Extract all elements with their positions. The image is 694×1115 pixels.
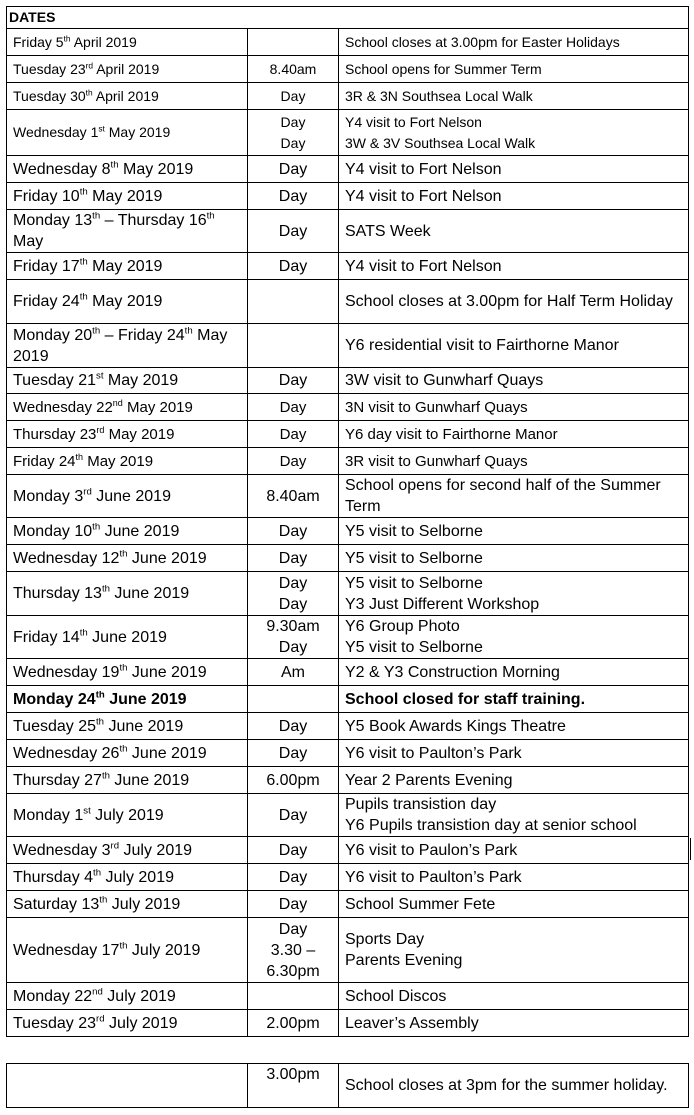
time-cell: Day <box>248 421 339 448</box>
date-cell: Tuesday 23rd April 2019 <box>7 56 248 83</box>
time-cell: Day <box>248 210 339 253</box>
table-row <box>7 394 689 421</box>
event-cell: Pupils transistion day Y6 Pupils transistion day at senior school <box>339 794 689 837</box>
time-cell: Day <box>248 183 339 210</box>
time-cell <box>248 983 339 1010</box>
date-cell: Wednesday 19th June 2019 <box>7 659 248 686</box>
table-row <box>7 183 689 210</box>
table-row <box>7 837 689 864</box>
table-row <box>7 110 689 156</box>
time-cell: Day <box>248 448 339 475</box>
table-header: DATES <box>7 7 689 29</box>
event-cell: Y5 Book Awards Kings Theatre <box>339 713 689 740</box>
date-cell: Monday 24th June 2019 <box>7 686 248 713</box>
table-row <box>7 280 689 324</box>
event-cell: Y4 visit to Fort Nelson <box>339 253 689 280</box>
date-cell: Monday 22nd July 2019 <box>7 983 248 1010</box>
date-cell: Tuesday 21st May 2019 <box>7 368 248 394</box>
date-cell: Monday 10th June 2019 <box>7 518 248 545</box>
time-cell: 3.00pm <box>248 1064 339 1108</box>
time-cell: 2.00pm <box>248 1010 339 1037</box>
table-row <box>7 448 689 475</box>
date-cell: Wednesday 1st May 2019 <box>7 110 248 156</box>
time-cell: 8.40am <box>248 56 339 83</box>
time-cell: Day <box>248 864 339 891</box>
date-cell: Monday 1st July 2019 <box>7 794 248 837</box>
event-cell: School opens for second half of the Summer Term <box>339 475 689 518</box>
time-cell: Day <box>248 83 339 110</box>
table-row <box>7 864 689 891</box>
table-row <box>7 421 689 448</box>
table-row <box>7 1064 689 1108</box>
event-cell: School closes at 3.00pm for Easter Holidays <box>339 29 689 56</box>
time-cell: Day <box>248 713 339 740</box>
date-cell: Friday 14th June 2019 <box>7 616 248 659</box>
event-cell: 3N visit to Gunwharf Quays <box>339 394 689 421</box>
time-cell: Day <box>248 740 339 767</box>
date-cell: Wednesday 3rd July 2019 <box>7 837 248 864</box>
date-cell: Thursday 13th June 2019 <box>7 572 248 616</box>
table-row <box>7 686 689 713</box>
time-cell: Day <box>248 368 339 394</box>
date-cell: Tuesday 30th April 2019 <box>7 83 248 110</box>
table-header-row <box>7 7 689 29</box>
table-row <box>7 324 689 368</box>
event-cell: Sports Day Parents Evening <box>339 918 689 983</box>
event-cell: 3W visit to Gunwharf Quays <box>339 368 689 394</box>
date-cell: Thursday 23rd May 2019 <box>7 421 248 448</box>
table-row <box>7 713 689 740</box>
time-cell: Day Day <box>248 110 339 156</box>
date-cell: Wednesday 17th July 2019 <box>7 918 248 983</box>
date-cell: Friday 24th May 2019 <box>7 280 248 324</box>
table-row <box>7 83 689 110</box>
time-cell: Day <box>248 891 339 918</box>
event-cell: Y6 Group Photo Y5 visit to Selborne <box>339 616 689 659</box>
table-row <box>7 545 689 572</box>
table-row <box>7 983 689 1010</box>
event-cell: School Discos <box>339 983 689 1010</box>
event-cell: Y6 residential visit to Fairthorne Manor <box>339 324 689 368</box>
table-row <box>7 29 689 56</box>
time-cell <box>248 280 339 324</box>
table-row <box>7 794 689 837</box>
time-cell: Day <box>248 156 339 183</box>
date-cell: Monday 13th – Thursday 16th May <box>7 210 248 253</box>
table-row <box>7 368 689 394</box>
cursor-mark <box>690 838 691 860</box>
date-cell: Friday 17th May 2019 <box>7 253 248 280</box>
date-cell: Thursday 4th July 2019 <box>7 864 248 891</box>
event-cell: School closes at 3.00pm for Half Term Holiday <box>339 280 689 324</box>
event-cell: 3R visit to Gunwharf Quays <box>339 448 689 475</box>
event-cell: Y4 visit to Fort Nelson 3W & 3V Southsea Local Walk <box>339 110 689 156</box>
time-cell <box>248 686 339 713</box>
table-row <box>7 475 689 518</box>
date-cell: Monday 20th – Friday 24th May 2019 <box>7 324 248 368</box>
event-cell: Y6 visit to Paulton’s Park <box>339 864 689 891</box>
time-cell: Day <box>248 253 339 280</box>
event-cell: 3R & 3N Southsea Local Walk <box>339 83 689 110</box>
table-row <box>7 891 689 918</box>
event-cell: School closed for staff training. <box>339 686 689 713</box>
table-row <box>7 740 689 767</box>
time-cell: 6.00pm <box>248 767 339 794</box>
event-cell: School Summer Fete <box>339 891 689 918</box>
table-row <box>7 1010 689 1037</box>
event-cell: Y6 visit to Paulton’s Park <box>339 740 689 767</box>
time-cell: Am <box>248 659 339 686</box>
table-row <box>7 156 689 183</box>
date-cell: Tuesday 23rd July 2019 <box>7 1010 248 1037</box>
date-cell: Friday 10th May 2019 <box>7 183 248 210</box>
date-cell <box>7 1064 248 1108</box>
table-row <box>7 210 689 253</box>
event-cell: Year 2 Parents Evening <box>339 767 689 794</box>
date-cell: Tuesday 25th June 2019 <box>7 713 248 740</box>
table-row <box>7 918 689 983</box>
event-cell: Y5 visit to Selborne <box>339 518 689 545</box>
event-cell: Y6 day visit to Fairthorne Manor <box>339 421 689 448</box>
date-cell: Thursday 27th June 2019 <box>7 767 248 794</box>
time-cell: Day <box>248 837 339 864</box>
event-cell: Y4 visit to Fort Nelson <box>339 156 689 183</box>
date-cell: Wednesday 8th May 2019 <box>7 156 248 183</box>
time-cell: Day 3.30 – 6.30pm <box>248 918 339 983</box>
table-row <box>7 616 689 659</box>
event-cell: Y5 visit to Selborne <box>339 545 689 572</box>
time-cell: Day <box>248 518 339 545</box>
time-cell: Day <box>248 394 339 421</box>
time-cell <box>248 324 339 368</box>
time-cell: Day Day <box>248 572 339 616</box>
event-cell: Y4 visit to Fort Nelson <box>339 183 689 210</box>
time-cell: 8.40am <box>248 475 339 518</box>
time-cell: Day <box>248 545 339 572</box>
event-cell: SATS Week <box>339 210 689 253</box>
event-cell: School closes at 3pm for the summer holiday. <box>339 1064 689 1108</box>
table-row <box>7 572 689 616</box>
time-cell: 9.30am Day <box>248 616 339 659</box>
event-cell: Y2 & Y3 Construction Morning <box>339 659 689 686</box>
summer-close-table <box>6 1063 689 1108</box>
time-cell <box>248 29 339 56</box>
date-cell: Wednesday 12th June 2019 <box>7 545 248 572</box>
event-cell: Leaver’s Assembly <box>339 1010 689 1037</box>
table-row <box>7 659 689 686</box>
date-cell: Friday 5th April 2019 <box>7 29 248 56</box>
dates-table <box>6 6 689 1037</box>
event-cell: Y5 visit to Selborne Y3 Just Different Workshop <box>339 572 689 616</box>
date-cell: Saturday 13th July 2019 <box>7 891 248 918</box>
table-row <box>7 518 689 545</box>
event-cell: Y6 visit to Paulon’s Park <box>339 837 689 864</box>
date-cell: Monday 3rd June 2019 <box>7 475 248 518</box>
date-cell: Wednesday 26th June 2019 <box>7 740 248 767</box>
table-row <box>7 253 689 280</box>
date-cell: Friday 24th May 2019 <box>7 448 248 475</box>
event-cell: School opens for Summer Term <box>339 56 689 83</box>
time-cell: Day <box>248 794 339 837</box>
date-cell: Wednesday 22nd May 2019 <box>7 394 248 421</box>
table-row <box>7 767 689 794</box>
table-row <box>7 56 689 83</box>
